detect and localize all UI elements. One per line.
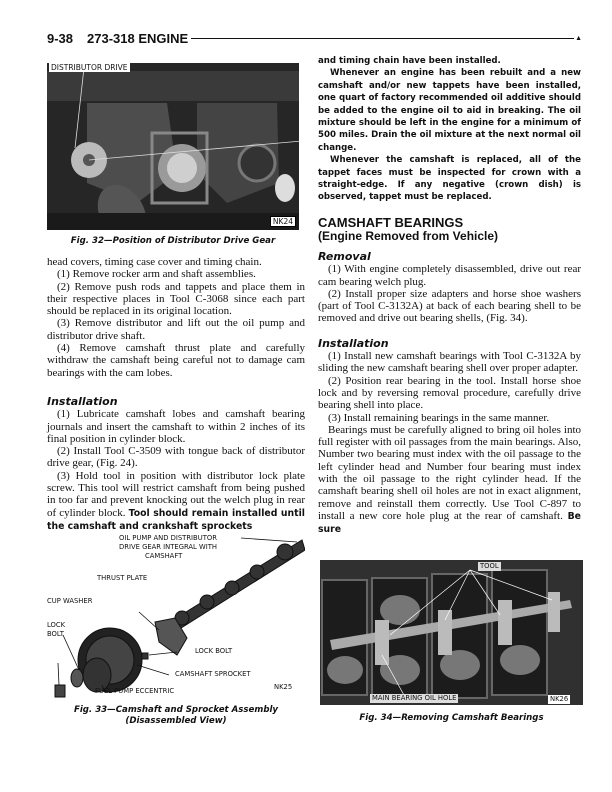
camshaft-sprocket-label: CAMSHAFT SPROCKET	[175, 670, 251, 678]
lock-bolt-left-label-2: BOLT	[47, 630, 64, 638]
paragraph: Whenever the camshaft is replaced, all of the tappet faces must be inspected for crown with a straight-edge. If any negative (crown dish) is observed, tappet must be replaced.	[318, 155, 581, 203]
lock-bolt-label: LOCK BOLT	[195, 647, 233, 655]
oil-pump-label: OIL PUMP AND DISTRIBUTOR	[119, 534, 217, 542]
installation-step: (1) Install new camshaft bearings with Tool C-3132A by sliding the new camshaft bearing shell over proper adapter.	[318, 350, 581, 375]
installation-heading: Installation	[318, 336, 389, 350]
fig34-code: NK26	[550, 695, 569, 703]
installation-heading: Installation	[47, 394, 118, 408]
fig33-caption	[47, 705, 305, 727]
paragraph: and timing chain have been installed.	[318, 56, 501, 66]
header-marker: ▲	[575, 34, 582, 42]
installation-step: (2) Position rear bearing in the tool. Install horse shoe lock and by reversing removal procedure, carefully drive bearing shell into place.	[318, 374, 581, 412]
step-bold-text: Tool should remain installed until the camshaft and crankshaft sprockets	[47, 507, 305, 532]
removal-step: (1) Remove rocker arm and shaft assemblies.	[57, 268, 256, 281]
thrust-plate-label: THRUST PLATE	[97, 574, 148, 582]
right-bold-text	[318, 55, 581, 204]
tool-label: TOOL	[480, 562, 499, 570]
removal-step: (2) Install proper size adapters and horse shoe washers (part of Tool C-3132A) at back of each bearing shell to be removed and drive out bearing shells, (Fig. 34).	[318, 287, 581, 325]
right-column-text	[318, 251, 581, 537]
engine-photo-illustration	[47, 63, 299, 230]
paragraph: Whenever an engine has been rebuilt and a new camshaft and/or new tappets have been installed, one quart of factory recommended oil additive should be added to the engine oil to aid in breaking. The oil mixture should be left in the engine for a minimum of 500 miles. Drain the oil mixture at the next normal oil change.	[318, 68, 581, 153]
cylinder-block-photo-illustration	[320, 560, 583, 705]
chapter-title: 273-318 ENGINE	[87, 30, 189, 46]
page-header	[47, 30, 582, 46]
oil-pump-label-3: CAMSHAFT	[145, 552, 183, 560]
main-bearing-oil-hole-label: MAIN BEARING OIL HOLE	[372, 694, 457, 702]
paragraph-bold-text: Be sure	[318, 510, 581, 536]
fig33-caption-line1: Fig. 33—Camshaft and Sprocket Assembly	[73, 705, 279, 715]
fig32-code: NK24	[270, 216, 296, 227]
fig34-caption: Fig. 34—Removing Camshaft Bearings	[359, 713, 544, 723]
removal-step: (2) Remove push rods and tappets and place them in their respective places in Tool C-3068 since each part should be replaced in its original location.	[47, 280, 305, 318]
section-heading	[318, 216, 581, 243]
paragraph: head covers, timing case cover and timing chain.	[47, 256, 262, 268]
fig32-photo	[47, 63, 299, 230]
distributor-drive-label: DISTRIBUTOR DRIVE	[51, 63, 128, 72]
fig33-code: NK25	[274, 683, 293, 691]
section-title: CAMSHAFT BEARINGS	[318, 215, 464, 230]
header-rule	[191, 38, 574, 39]
removal-step: (3) Remove distributor and lift out the oil pump and distributor drive shaft.	[47, 317, 305, 342]
fuel-pump-eccentric-label: FUEL PUMP ECCENTRIC	[95, 687, 175, 695]
step-text: (3) Hold tool in position with distributor lock plate screw. This tool will restrict camshaft from being pushed in too far and prevent knocking out the welch plug in rear of cylinder block.	[47, 469, 305, 519]
lock-bolt-left-label-1: LOCK	[47, 621, 66, 629]
paragraph-text: Bearings must be carefully aligned to bring oil holes into full register with oil passages from the main bearings. Also, Number two bearing must index with the oil passage to the left cylinder head and Number four bearing must index with the oil passage to the right cylinder head. If the camshaft bearing shell oil holes are not in exact alignment, remove and reinstall them correctly. Use Tool C-897 to install a new core hole plug at the rear of camshaft.	[318, 423, 581, 522]
cup-washer-label: CUP WASHER	[47, 597, 93, 605]
fig32-caption: Fig. 32—Position of Distributor Drive Gear	[70, 236, 276, 246]
page-number: 9-38	[47, 30, 74, 46]
installation-step: (2) Install Tool C-3509 with tongue back of distributor drive gear, (Fig. 24).	[47, 445, 305, 470]
oil-pump-label-2: DRIVE GEAR INTEGRAL WITH	[119, 543, 217, 551]
installation-step	[47, 470, 305, 533]
installation-step: (1) Lubricate camshaft lobes and camshaft bearing journals and insert the camshaft to within 2 inches of its final position in cylinder block.	[47, 408, 305, 445]
removal-step: (1) With engine completely disassembled, drive out rear cam bearing welch plug.	[318, 263, 581, 288]
removal-heading: Removal	[318, 250, 371, 263]
fig34-photo	[320, 560, 583, 705]
section-subtitle: (Engine Removed from Vehicle)	[318, 229, 499, 243]
paragraph	[318, 424, 581, 537]
removal-step: (4) Remove camshaft thrust plate and carefully withdraw the camshaft being careful not to damage cam bearings with the cam lobes.	[47, 342, 305, 379]
fig33-illustration	[47, 530, 305, 700]
installation-step: (3) Install remaining bearings in the same manner.	[328, 411, 550, 424]
left-column-text	[47, 256, 305, 533]
fig33-caption-line2: (Disassembled View)	[125, 716, 227, 726]
